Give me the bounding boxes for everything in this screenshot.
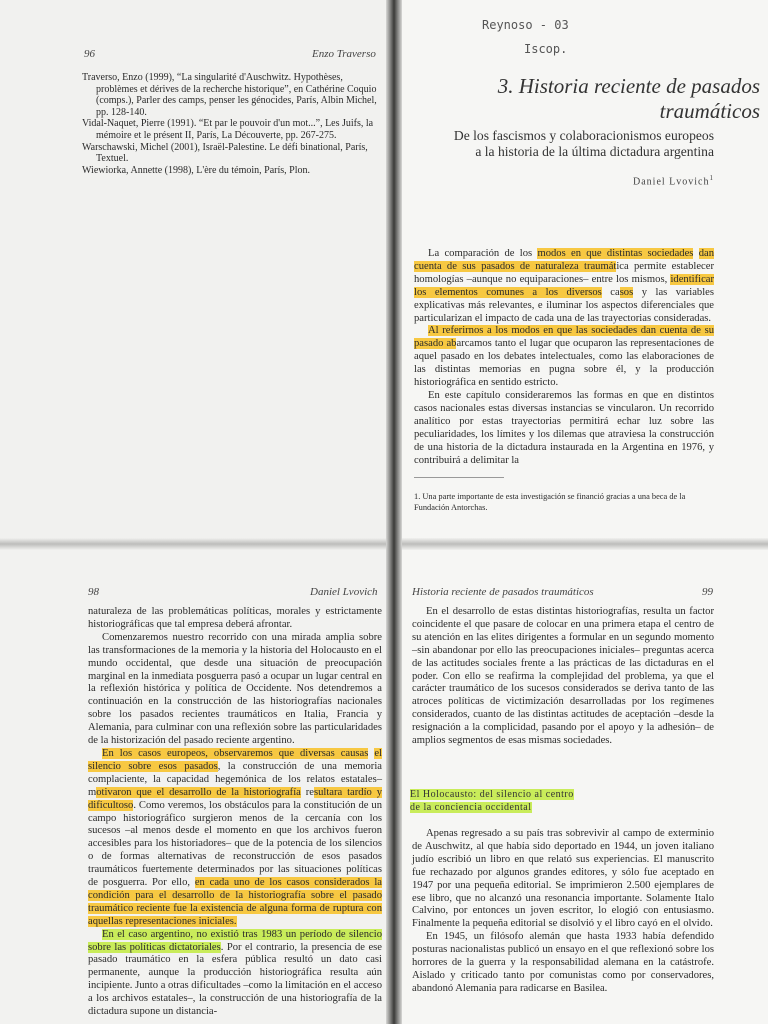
paragraph: En el desarrollo de estas distintas historiografías, resulta un factor coincidente el que pasare de colocar en una primera etapa el centro de su atención en las elites dirigentes a formular en un segundo momento –sin abandonar por ello las preocupaciones iniciales– preguntas acerca de las actitudes sociales frente a las prácticas de las dictaduras en el poder. Con ello se reafirma la complejidad del problema, ya que el carácter traumático de los sucesos considerados se deriva tanto de las atroces políticas de victimización desarrolladas por los regímenes considerados, cuanto de las distintas actitudes de aceptación –desde la resignación a la complicidad, pasando por el apoyo y la adhesión– de amplios segmentos de esas mismas sociedades. — [412, 606, 714, 747]
paragraph: En los casos europeos, observaremos que diversas causas el silencio sobre esos pasados, la construcción de una memoria complaciente, la capacidad hegemónica de los relatos estatales– motivaron que el desarrollo de la historiografía resultara tardío y dificultoso. Como veremos, los obstáculos para la constitución de un campo historiográfico surgieron menos de la cercanía con los sucesos –al menos desde el momento en que los archivos fueron accesibles para los historiadores– que de la potencia de los silencios o de formas alternativas de reconstrucción de esos pasados traumáticos fuertemente determinados por las situaciones políticas de posguerra. Por ello, en cada uno de los casos considerados la condición para el desarrollo de la historiografía sobre el pasado traumático reciente fue la existencia de alguna forma de ruptura con aquellas representaciones iniciales. — [88, 747, 382, 927]
reference-item: Wiewiorka, Annette (1998), L'ère du témoin, París, Plon. — [82, 164, 311, 176]
paragraph: En el caso argentino, no existió tras 1983 un período de silencio sobre las políticas dictatoriales. Por el contrario, la presencia de ese pasado traumático en la esfera pública resultó un dato casi permanente, aunque la producción historiográfica resulta aún incipiente. Junto a otras dificultades –como la limitación en el acceso a los archivos estatales–, la construcción de una historiografía de la dictadura supone un distancia- — [88, 928, 382, 1018]
paragraph: En este capítulo consideraremos las formas en que en distintos casos nacionales estas diversas instancias se vincularon. Un recorrido analítico por estas trayectorias permitirá echar luz sobre las peculiaridades, los límites y los dilemas que atraviesa la construcción de una historia de la dictadura instaurada en la Argentina en 1976, y contribuirá a delimitar la — [414, 389, 714, 466]
paragraph: Comenzaremos nuestro recorrido con una mirada amplia sobre las transformaciones de la memoria y la historia del Holocausto en el mundo occidental, que desde una situación de preocupación marginal en la inmediata posguerra pasó a ocupar un lugar central en la reflexión histórica y política de Occidente. Nos detendremos a continuación en la construcción de las historiografías nacionales sobre los pasados recientes traumáticos en Italia, Francia y Alemania, para culminar con una reflexión sobre las particularidades de la historización del pasado reciente argentino. — [88, 631, 382, 747]
page-99-body — [412, 606, 714, 748]
paragraph: naturaleza de las problemáticas políticas, morales y estrictamente historiográficas que tal empresa deberá afrontar. — [88, 606, 382, 630]
chapter-subtitle: De los fascismos y colaboracionismos europeos a la historia de la última dictadura argentina — [453, 128, 714, 159]
footnote: 1. Una parte importante de esta investigación se financió gracias a una beca de la Fundación Antorchas. — [414, 492, 686, 512]
page-number: 99 — [702, 586, 713, 598]
running-header: Daniel Lvovich — [310, 586, 378, 598]
handwritten-note: Reynoso - 03 — [482, 18, 569, 32]
paragraph: Apenas regresado a su país tras sobrevivir al campo de exterminio de Auschwitz, al que había sido deportado en 1944, un joven italiano judío escribió un libro en que relató sus experiencias. El manuscrito fue rechazado por algunos grandes editores, y sólo fue aceptado en 1947 por una pequeña editorial. Se imprimieron 2.500 ejemplares de ese libro, que no alcanzó una resonancia importante. Solamente Italo Calvino, por entonces un joven escritor, lo elogió con entusiasmo. Finalmente la pequeña editorial se disolvió y el libro cayó en el olvido. — [412, 828, 714, 930]
running-header: Enzo Traverso — [312, 48, 376, 60]
handwritten-note: Iscop. — [524, 42, 568, 56]
page-number: 96 — [84, 48, 95, 60]
references-list — [82, 72, 382, 176]
chapter-title: 3. Historia reciente de pasados traumáticos — [497, 74, 760, 123]
page-number: 98 — [88, 586, 99, 598]
book-gutter — [386, 0, 402, 1024]
section-heading: El Holocausto: del silencio al centro de la conciencia occidental — [410, 789, 574, 813]
reference-item: Traverso, Enzo (1999), “La singularité d'Auschwitz. Hypothèses, problèmes et dérives de la recherche historique”, en Cathérine Coquio (comps.), Parler des camps, penser les génocides, París, Albin Michel, pp. 128-140. — [82, 72, 377, 118]
paragraph: La comparación de los modos en que distintas sociedades dan cuenta de sus pasados de naturaleza traumática permite establecer homologías –aunque no equiparaciones– entre los mismos, identificar los elementos comunes a los diversos casos y las variables explicativas más relevantes, e iluminar los aspectos diferenciales que particularizan el impacto de cada una de las trayectorias consideradas. — [414, 248, 715, 324]
scan-divider — [0, 538, 768, 550]
footnote-rule — [414, 477, 504, 478]
paragraph: Al referirnos a los modos en que las sociedades dan cuenta de su pasado abarcamos tanto el lugar que ocuparon las representaciones de aquel pasado en los debates intelectuales, como las elaboraciones de las distintas memorias en pugna sobre él, y la producción historiográfica en sentido estricto. — [414, 325, 714, 389]
running-header: Historia reciente de pasados traumáticos — [412, 586, 594, 598]
reference-item: Vidal-Naquet, Pierre (1991). “Et par le pouvoir d'un mot...”, Les Juifs, la mémoire et le présent II, París, La Découverte, pp. 267-275. — [82, 118, 374, 141]
chapter-author: Daniel Lvovich$^1$ — [633, 174, 714, 188]
paragraph: En 1945, un filósofo alemán que hasta 1933 había defendido posturas nacionalistas publicó un ensayo en el que reflexionó sobre los horrores de la guerra y la responsabilidad alemana en la catástrofe. Aislado y criticado tanto por comunistas como por conservadores, abandonó Alemania para radicarse en Basilea. — [412, 931, 714, 994]
page-99-body-2 — [412, 828, 714, 996]
page-98-body — [88, 606, 382, 1019]
chapter-body — [414, 248, 714, 467]
page-96 — [0, 0, 392, 540]
reference-item: Warschawski, Michel (2001), Israël-Palestine. Le défi binational, París, Textuel. — [82, 141, 368, 165]
